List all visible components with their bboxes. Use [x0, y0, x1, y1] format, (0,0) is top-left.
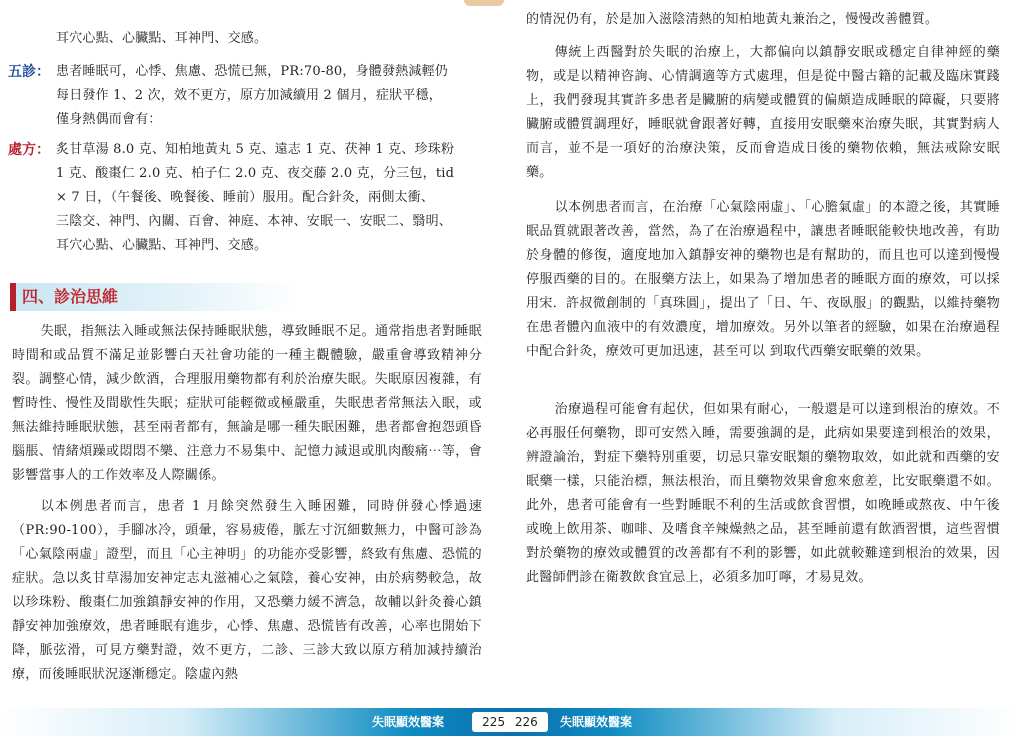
prescription-line: 1 克、酸棗仁 2.0 克、柏子仁 2.0 克、夜交藤 2.0 克，分三包，tid: [56, 166, 455, 181]
body-paragraph: 傳統上西醫對於失眠的治療上，大都偏向以鎮靜安眠或穩定自律神經的藥物，或是以精神咨詢、心情調適等方式處理，但是從中醫古籍的記載及臨床實踐上，我們發現其實許多患者是臟腑的病變或體質的偏頗造成睡眠的障礙，只要將臟腑或體質調理好，睡眠就會跟著好轉，直接用安眠藥來治療失眠，其實對病人而言，並不是一項好的治療決策，反而會造成日後的藥物依賴，無法戒除安眠藥。: [526, 45, 1000, 180]
body-paragraph: 失眠，指無法入睡或無法保持睡眠狀態，導致睡眠不足。通常指患者對睡眠時間和或品質不滿足並影響白天社會功能的一種主觀體驗，嚴重會導致精神分裂。調整心情，減少飲酒，合理服用藥物都有利於治療失眠。失眠原因複雜，有暫時性、慢性及間歇性失眠；症狀可能輕微或極嚴重，失眠患者常無法入眠，或無法維持睡眠狀態，甚至兩者都有，無論是哪一種失眠困難，患者都會抱怨頭昏腦脹、情緒煩躁或悶悶不樂、注意力不易集中、記憶力減退或肌肉酸痛⋯等，會影響當事人的工作效率及人際關係。: [12, 324, 482, 483]
page-number-right: 226: [514, 715, 538, 729]
page-number-box: [472, 712, 548, 732]
body-paragraph: 以本例患者而言，在治療「心氣陰兩虛」、「心膽氣虛」的本證之後，其實睡眠品質就跟著改善，當然，為了在治療過程中，讓患者睡眠能較快地改善，有助於身體的修復，適度地加入鎮靜安神的藥物也是有幫助的，而且也可以達到慢慢停服西藥的目的。在服藥方法上，如果為了增加患者的睡眠方面的療效，可以採用宋．許叔微創制的「真珠圓」，提出了「日、午、夜臥服」的觀點，以維持藥物在患者體內血液中的有效濃度，增加療效。另外以筆者的經驗，如果在治療過程中配合針灸，療效可更加迅速，甚至可以 到取代西藥安眠藥的效果。: [526, 200, 1000, 359]
page-footer: [0, 708, 1019, 736]
section-heading: [10, 283, 300, 311]
prescription-line: 炙甘草湯 8.0 克、知柏地黃丸 5 克、遠志 1 克、茯神 1 克、珍珠粉: [56, 142, 455, 157]
fifth-visit-line: 僅身熱偶而會有：: [56, 112, 162, 127]
prescription-line: 耳穴心點、心臟點、耳神門、交感。: [56, 238, 268, 253]
left-page: [0, 0, 509, 708]
prescription-line: 三陰交、神門、內關、百會、神庭、本神、安眠一、安眠二、翳明、: [56, 214, 453, 229]
fifth-visit-line: 每日發作 1、2 次，效不更方，原方加減續用 2 個月，症狀平穩，: [56, 88, 442, 103]
acupuncture-continuation: 耳穴心點、心臟點、耳神門、交感。: [56, 31, 268, 46]
fifth-visit-label: 五診：: [8, 64, 50, 80]
heading-accent-bar: [10, 283, 16, 311]
prescription-line: × 7 日，（午餐後、晚餐後、睡前）服用。配合針灸，兩側太衝、: [56, 190, 435, 205]
body-paragraph: 治療過程可能會有起伏，但如果有耐心，一般還是可以達到根治的療效。不必再服任何藥物，即可安然入睡，需要強調的是，此病如果要達到根治的效果，辨證論治，對症下藥特別重要，切忌只靠安眠類的藥物取效，如此就和西藥的安眠藥一樣，只能治標，無法根治，而且藥物效果會愈來愈差，比安眠藥還不如。此外，患者可能會有一些對睡眠不利的生活或飲食習慣，如晚睡或熬夜、中午後或晚上飲用茶、咖啡、及嗜食辛辣燥熱之品，甚至睡前還有飲酒習慣，這些習慣對於藥物的療效或體質的改善都有不利的影響，如此就較難達到根治的效果，因此醫師們診在衛教飲食宜忌上，必須多加叮嚀，才易見效。: [526, 402, 1000, 585]
page-number-left: 225: [482, 715, 506, 729]
fifth-visit-line: 患者睡眠可，心悸、焦慮、恐慌已無，PR:70-80，身體發熱減輕仍: [56, 64, 448, 79]
prescription-label: 處方：: [8, 142, 50, 158]
footer-book-title-left: 失眠顯效醫案: [372, 715, 445, 729]
right-page: [510, 0, 1019, 708]
section-heading-text: 四、診治思維: [22, 287, 119, 306]
footer-book-title-right: 失眠顯效醫案: [560, 715, 633, 729]
body-paragraph-continued: 的情況仍有，於是加入滋陰清熱的知柏地黃丸兼治之，慢慢改善體質。: [526, 12, 939, 27]
body-paragraph: 以本例患者而言，患者 1 月餘突然發生入睡困難，同時併發心悸過速（PR:90-100），手腳冰冷，頭暈，容易疲倦，脈左寸沉細數無力，中醫可診為「心氣陰兩虛」證型，而且「心主神明」的功能亦受影響，終致有焦慮、恐慌的症狀。急以炙甘草湯加安神定志丸滋補心之氣陰，養心安神，由於病勢較急，故以珍珠粉、酸棗仁加強鎮靜安神的作用，又恐藥力緩不濟急，故輔以針灸養心鎮靜安神加強療效，患者睡眠有進步，心悸、焦慮、恐慌皆有改善，心率也開始下降，脈弦滑，可見方藥對證，效不更方，二診、三診大致以原方稍加減持續治療，而後睡眠狀況逐漸穩定。陰虛內熱: [12, 499, 482, 682]
